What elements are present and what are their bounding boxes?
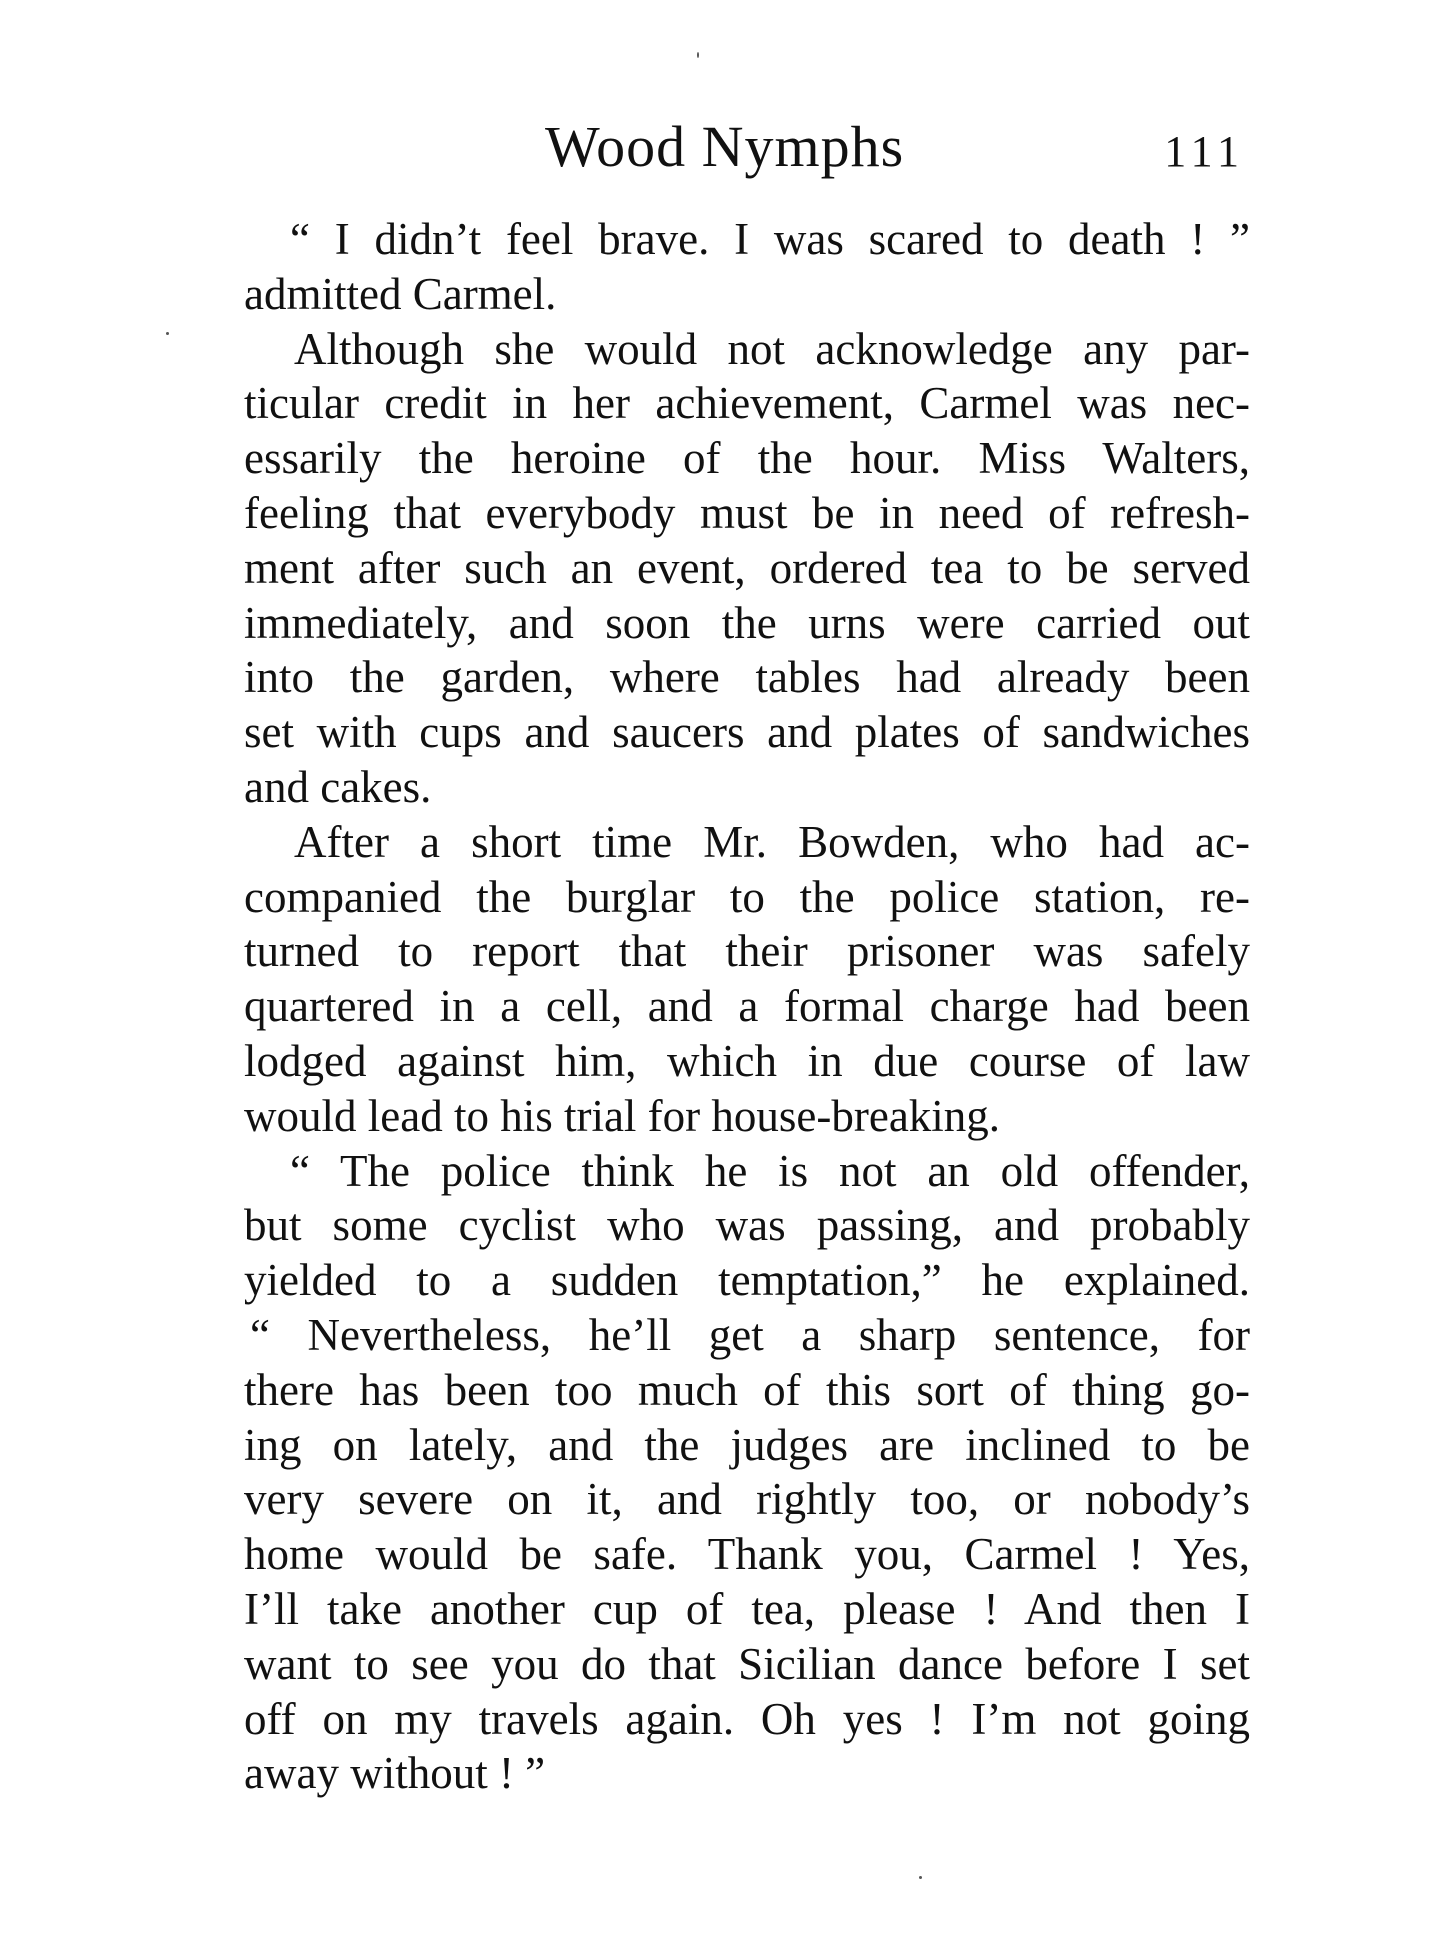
text-line: “ The police think he is not an old offender, bbox=[290, 1145, 1250, 1196]
scan-speck bbox=[697, 52, 699, 58]
text-line: admitted Carmel. bbox=[244, 268, 557, 319]
body-text bbox=[244, 212, 1250, 1801]
text-line: ment after such an event, ordered tea to be served bbox=[244, 542, 1250, 593]
text-line: companied the burglar to the police station, re- bbox=[244, 871, 1250, 922]
page-number: 111 bbox=[1164, 127, 1245, 176]
text-line: After a short time Mr. Bowden, who had ac- bbox=[294, 816, 1250, 867]
text-line: set with cups and saucers and plates of sandwiches bbox=[244, 707, 1250, 758]
text-line: off on my travels again. Oh yes ! I’m not going bbox=[244, 1693, 1250, 1744]
text-line: there has been too much of this sort of thing go- bbox=[244, 1364, 1250, 1415]
text-line: turned to report that their prisoner was safely bbox=[244, 926, 1250, 977]
text-line: and cakes. bbox=[244, 761, 432, 812]
text-line: want to see you do that Sicilian dance before I set bbox=[244, 1638, 1250, 1689]
text-line: very severe on it, and rightly too, or nobody’s bbox=[244, 1474, 1250, 1525]
text-line: but some cyclist who was passing, and probably bbox=[244, 1200, 1250, 1251]
text-line: yielded to a sudden temptation,” he explained. bbox=[244, 1255, 1250, 1306]
scan-speck bbox=[166, 332, 169, 335]
running-title: Wood Nymphs bbox=[545, 114, 905, 179]
scan-speck bbox=[919, 1876, 922, 1879]
text-line: “ I didn’t feel brave. I was scared to death ! ” bbox=[290, 214, 1250, 264]
text-line: ing on lately, and the judges are inclined to be bbox=[244, 1419, 1250, 1470]
text-line: away without ! ” bbox=[244, 1748, 546, 1799]
text-line: lodged against him, which in due course of law bbox=[244, 1035, 1250, 1086]
text-line: Although she would not acknowledge any par- bbox=[294, 323, 1250, 374]
text-line: “ Nevertheless, he’ll get a sharp sentence, for bbox=[250, 1309, 1250, 1360]
page-header bbox=[245, 112, 1245, 192]
text-line: I’ll take another cup of tea, please ! And then I bbox=[244, 1583, 1250, 1634]
text-line: quartered in a cell, and a formal charge had been bbox=[244, 981, 1250, 1032]
text-line: into the garden, where tables had already been bbox=[244, 652, 1250, 703]
text-line: ticular credit in her achievement, Carmel was nec- bbox=[244, 378, 1250, 429]
text-line: feeling that everybody must be in need of refresh- bbox=[244, 487, 1250, 538]
text-line: essarily the heroine of the hour. Miss Walters, bbox=[244, 433, 1250, 484]
text-line: immediately, and soon the urns were carried out bbox=[244, 597, 1250, 648]
text-line: would lead to his trial for house-breaking. bbox=[244, 1090, 1001, 1141]
text-line: home would be safe. Thank you, Carmel ! Yes, bbox=[244, 1529, 1250, 1580]
